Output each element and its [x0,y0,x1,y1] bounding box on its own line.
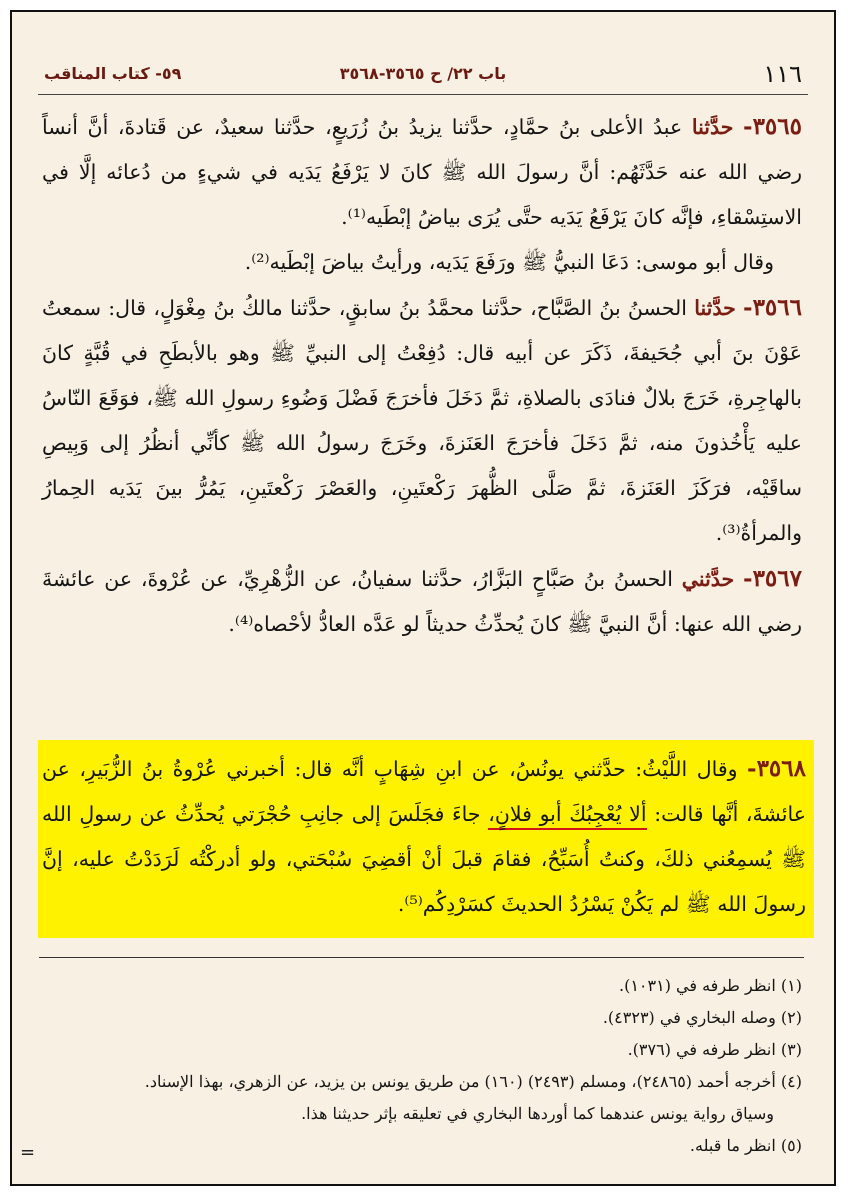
hadith-verb: حدَّثنا [694,296,736,320]
hadith-3567 [42,556,802,647]
hadith-text-before: وقال اللَّيْثُ: حدَّثني يونُسُ، عن ابنِ شِهَابٍ أنَّه قال: أخبرني عُرْوةُ بنُ الزُّبَيرِ، عن عائشةَ، أنَّها قالت: [42,757,806,826]
hadith-number: ٣٥٦٧- [743,565,802,592]
hadith-number: ٣٥٦٦- [743,294,802,321]
chapter-title: ٥٩- كتاب المناقب [44,64,182,83]
hadith-3565-extra: وقال أبو موسى: دَعَا النبيُّ ﷺ ورَفَعَ يَدَيه، ورأيتُ بياضَ إبْطَيه⁽²⁾. [244,250,774,274]
continuation-mark: = [20,1142,36,1163]
footnote-4: (٤) أخرجه أحمد (٢٤٨٦٥)، ومسلم (٢٤٩٣) (١٦٠) من طريق يونس بن يزيد، عن الزهري، بهذا الإسناد. [144,1072,802,1091]
footnote-4-continued: وسياق رواية يونس عندهما كما أوردها البخاري في تعليقه بإثر حديثنا هذا. [301,1104,774,1123]
running-title: باب ٢٢/ ح ٣٥٦٥-٣٥٦٨ [339,64,507,83]
footnote-3: (٣) انظر طرفه في (٣٧٦). [627,1040,802,1059]
page-body [42,104,802,647]
hadith-verb: حدَّثنا [691,115,734,139]
hadith-text-after: جاءَ فجَلَسَ إلى جانِبِ حُجْرَتي يُحدِّثُ عن رسولِ الله ﷺ يُسمِعُني ذلكَ، وكنتُ أُسَبِّحُ، فقامَ قبلَ أنْ أقضِيَ سُبْحَتي، ولو أدركْتُه لَرَدَدْتُ عليه، إنَّ رسولَ الله ﷺ لم يَكُنْ يَسْرُدُ الحديثَ كسَرْدِكُم⁽⁵⁾. [42,802,806,916]
underlined-phrase: ألا يُعْجِبُكَ أبو فلانٍ، [488,802,646,830]
hadith-text: الحسنُ بنُ الصَّبَّاح، حدَّثنا محمَّدُ بنُ سابقٍ، حدَّثنا مالكُ بنُ مِغْوَلٍ، قال: سمعتُ عَوْنَ بنَ أبي جُحَيفةَ، ذَكَرَ عن أبيه قال: دُفِعْتُ إلى النبيِّ ﷺ وهو بالأبطَحِ في قُبَّةٍ كانَ بالهاجِرةِ، خَرَجَ بلالٌ فنادَى بالصلاةِ، ثمَّ دَخَلَ فأخرَجَ فَضْلَ وَضُوءِ رسولِ الله ﷺ، فوَقَعَ النّاسُ عليه يَأْخُذونَ منه، ثمَّ دَخَلَ فأخرَجَ العَنَزةَ، وخَرَجَ رسولُ الله ﷺ كأنِّي أنظُرُ إلى وَبِيصِ ساقَيْه، فرَكَزَ العَنَزةَ، ثمَّ صَلَّى الظُّهرَ رَكْعتَينِ، والعَصْرَ رَكْعتَينِ، يَمُرُّ بينَ يَدَيه الحِمارُ والمرأةُ⁽³⁾. [42,296,802,545]
book-page [10,10,836,1186]
hadith-number: ٣٥٦٥- [743,113,802,140]
footnote-1: (١) انظر طرفه في (١٠٣١). [619,976,802,995]
hadith-3568 [42,746,806,927]
footnotes [42,970,802,1162]
page-header [38,54,808,95]
hadith-3565 [42,104,802,240]
footnote-divider [39,957,804,958]
hadith-number: ٣٥٦٨- [747,755,806,782]
page-number: ١١٦ [763,60,802,88]
hadith-text: الحسنُ بنُ صَبَّاحٍ البَزَّارُ، حدَّثنا سفيانُ، عن الزُّهْرِيِّ، عن عُرْوةَ، عن عائشةَ رضي الله عنها: أنَّ النبيَّ ﷺ كانَ يُحدِّثُ حديثاً لو عَدَّه العادُّ لأحْصاه⁽⁴⁾. [42,567,802,636]
hadith-text: عبدُ الأعلى بنُ حمَّادٍ، حدَّثنا يزيدُ بنُ زُرَيعٍ، حدَّثنا سعيدٌ، عن قَتادةَ، أنَّ أنساً رضي الله عنه حَدَّثَهُم: أنَّ رسولَ الله ﷺ كانَ لا يَرْفَعُ يَدَيه في شيءٍ من دُعائه إلَّا في الاستِسْقاءِ، فإنَّه كانَ يَرْفَعُ يَدَيه حتَّى يُرَى بياضُ إبْطَيه⁽¹⁾. [42,115,802,229]
hadith-3566 [42,285,802,556]
footnote-5: (٥) انظر ما قبله. [689,1136,802,1155]
hadith-verb: حدَّثني [681,567,735,591]
footnote-2: (٢) وصله البخاري في (٤٣٢٣). [602,1008,802,1027]
